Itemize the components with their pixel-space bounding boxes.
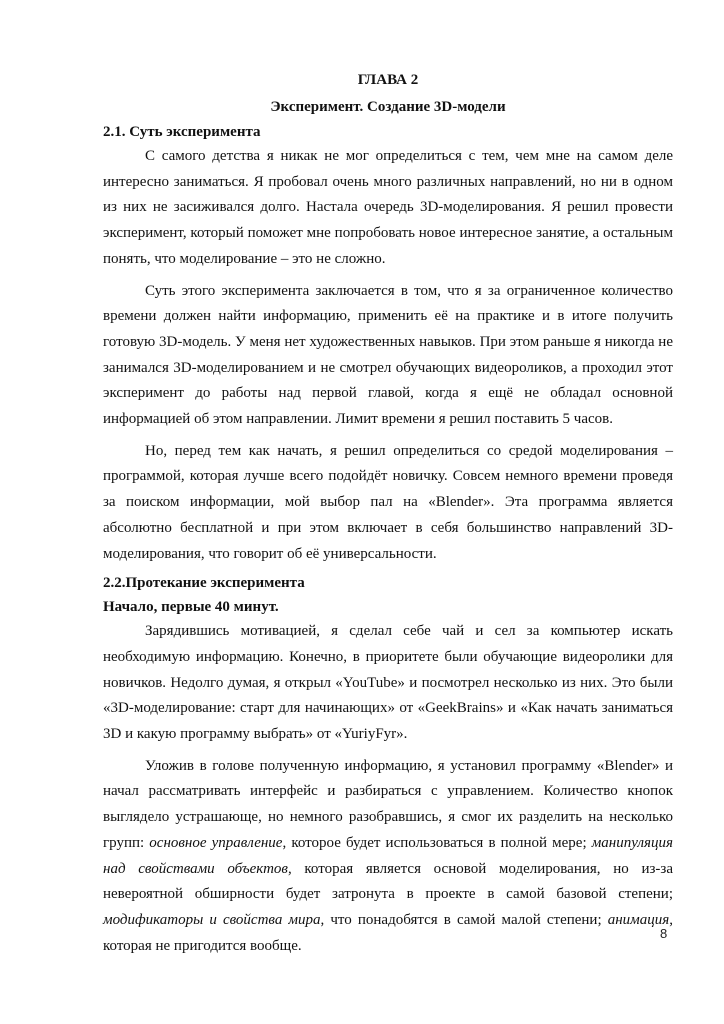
italic-term: модификаторы и свойства мира (103, 911, 321, 928)
text-run: , которое будет использоваться в полной мере; (282, 834, 592, 851)
paragraph: Но, перед тем как начать, я решил определиться со средой моделирования – программой, которая лучше всего подойдёт новичку. Совсем немного времени проведя за поиском информации, мой выбор пал на «Blender». Эта программа является абсолютно бесплатной и при этом включает в себя большинство направлений 3D-моделирования, что говорит об её универсальности. (103, 442, 673, 562)
page-number: 8 (660, 926, 668, 941)
chapter-title: ГЛАВА 2 (357, 72, 419, 88)
section-heading-2-2: 2.2.Протекание эксперимента (103, 575, 305, 592)
italic-term: манипуляция над свойствами объектов (103, 834, 673, 877)
text-run: , что понадобятся в самой малой степени; (320, 911, 608, 928)
paragraph: Суть этого эксперимента заключается в том, что я за ограниченное количество времени должен найти информацию, применить её на практике и в итоге получить готовую 3D-модель. У меня нет художественных навыков. При этом раньше я никогда не занимался 3D-моделированием и не смотрел обучающих видеороликов, а проходил этот эксперимент до работы над первой главой, когда я ещё не обладал основной информацией об этом направлении. Лимит времени я решил поставить 5 часов. (103, 282, 673, 428)
text-run: , которая не пригодится вообще. (103, 911, 673, 954)
italic-term: основное управление (149, 834, 283, 851)
paragraph: С самого детства я никак не мог определиться с тем, чем мне на самом деле интересно заниматься. Я пробовал очень много различных направлений, но ни в одном из них не засиживался долго. Настала очередь 3D-моделирования. Я решил провести эксперимент, который поможет мне попробовать новое интересное занятие, а остальным понять, что моделирование – это не сложно. (103, 148, 673, 267)
section-heading-2-1: 2.1. Суть эксперимента (103, 124, 261, 140)
text-run: , которая является основой моделирования, но из-за невероятной обширности будет затронута в проекте в самой базовой степени; (103, 860, 673, 903)
italic-term: анимация (607, 911, 670, 928)
paragraph-with-italics (103, 754, 673, 960)
page-content (103, 60, 673, 959)
paragraph: Зарядившись мотивацией, я сделал себе чай и сел за компьютер искать необходимую информацию. Конечно, в приоритете были обучающие видеоролики для новичков. Недолго думая, я открыл «YouTube» и посмотрел несколько из них. Это были «3D-моделирование: старт для начинающих» от «GeekBrains» и «Как начать заниматься 3D и какую программу выбрать» от «YuriyFyr». (103, 623, 673, 743)
chapter-subtitle: Эксперимент. Создание 3D-модели (270, 99, 506, 115)
subsection-heading: Начало, первые 40 минут. (103, 599, 279, 616)
text-run: Уложив в голове полученную информацию, я установил программу «Blender» и начал рассматривать интерфейс и разбираться с управлением. Количество кнопок выглядело устрашающе, но немного разобравшись, я смог их разделить на несколько групп: (103, 757, 673, 851)
